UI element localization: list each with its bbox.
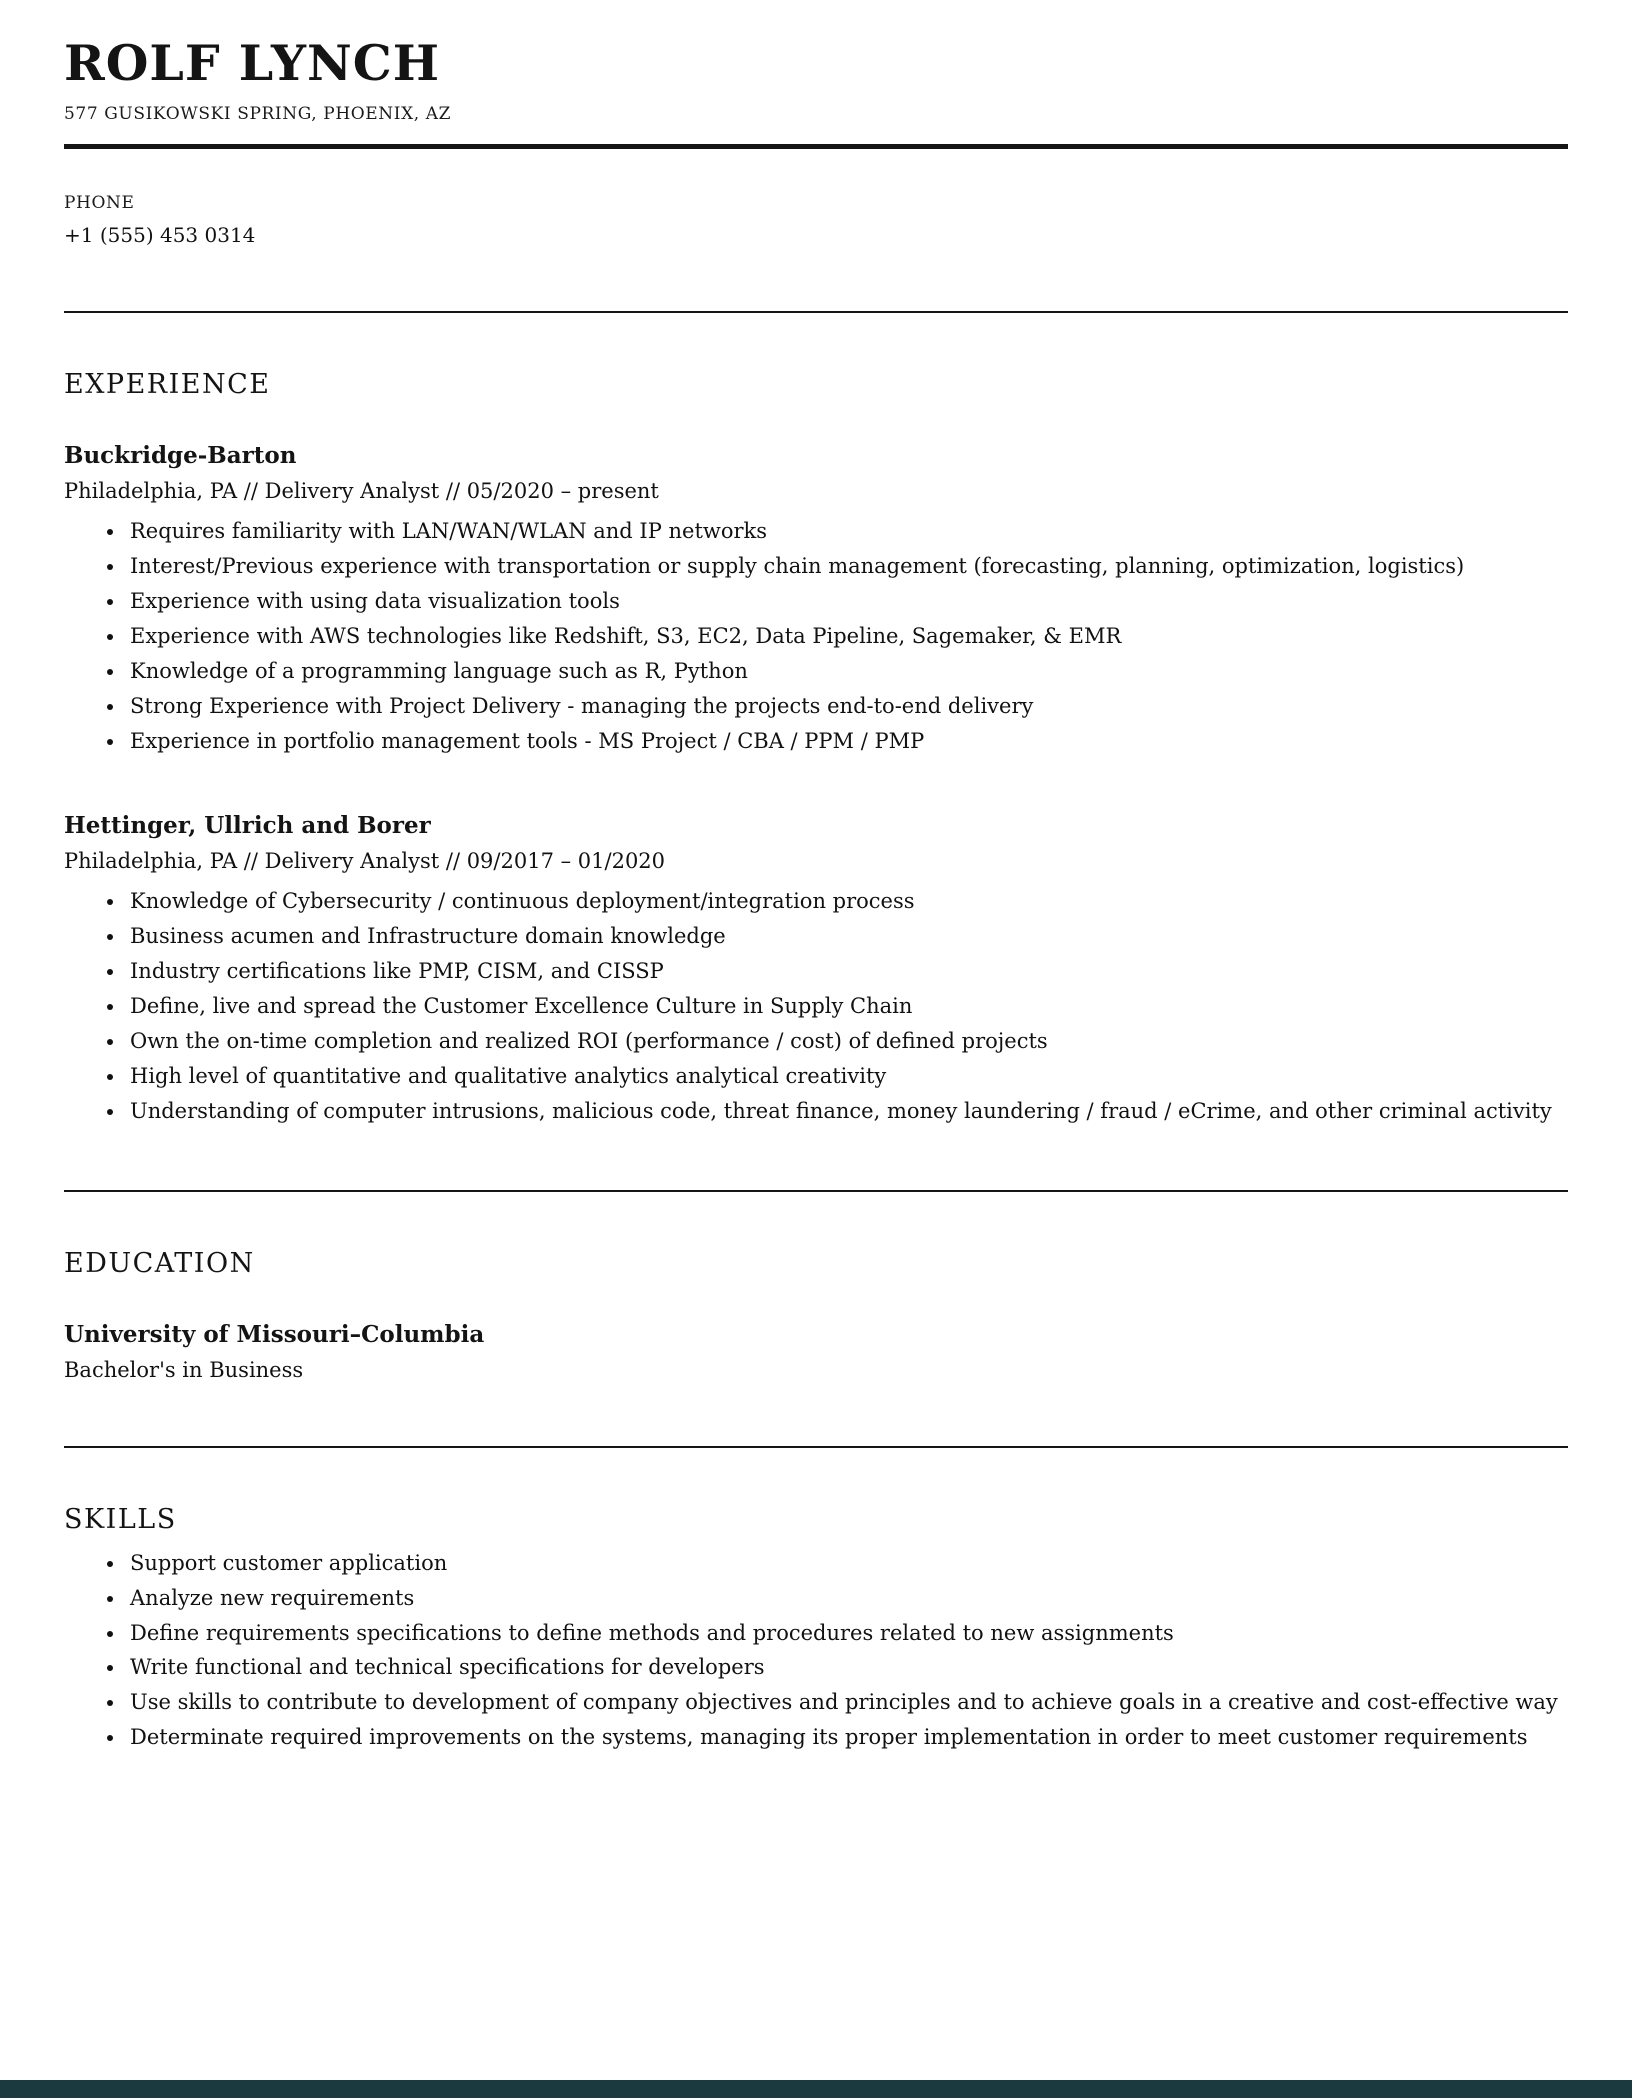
job-bullet-list: [64, 887, 1568, 1126]
skills-title: SKILLS: [64, 1503, 177, 1535]
bullet-item: • Experience in portfolio management tools - MS Project / CBA / PPM / PMP: [126, 727, 1568, 756]
education-degree: Bachelor's in Business: [64, 1357, 304, 1382]
job-company: Hettinger, Ullrich and Borer: [64, 811, 431, 839]
bullet-item: • Support customer application: [126, 1549, 1568, 1578]
bullet-item: • Requires familiarity with LAN/WAN/WLAN and IP networks: [126, 517, 1568, 546]
phone-label: PHONE: [64, 193, 135, 213]
divider-before-education: [64, 1190, 1568, 1192]
experience-title: EXPERIENCE: [64, 369, 271, 400]
bullet-item: • Use skills to contribute to development of company objectives and principles and to achieve goals in a creative and cost-effective way: [126, 1688, 1568, 1717]
education-title: EDUCATION: [64, 1247, 255, 1279]
bullet-item: • Business acumen and Infrastructure domain knowledge: [126, 922, 1568, 951]
bullet-item: • Understanding of computer intrusions, malicious code, threat finance, money laundering / fraud / eCrime, and other criminal activity: [126, 1097, 1568, 1126]
job-meta: Philadelphia, PA // Delivery Analyst // 05/2020 – present: [64, 479, 659, 503]
bullet-item: • Analyze new requirements: [126, 1584, 1568, 1613]
divider-before-experience: [64, 311, 1568, 313]
bullet-item: • Experience with AWS technologies like Redshift, S3, EC2, Data Pipeline, Sagemaker, & EMR: [126, 622, 1568, 651]
job-meta: Philadelphia, PA // Delivery Analyst // 09/2017 – 01/2020: [64, 848, 666, 873]
skills-section: [64, 1504, 1568, 1753]
bullet-item: • Write functional and technical specifications for developers: [126, 1653, 1568, 1682]
phone-value: +1 (555) 453 0314: [64, 223, 256, 247]
job-company: Buckridge-Barton: [64, 442, 297, 469]
bullet-item: • Determinate required improvements on the systems, managing its proper implementation in order to meet customer requirements: [126, 1723, 1568, 1752]
education-entry: [64, 1321, 1568, 1382]
bullet-item: • Strong Experience with Project Delivery - managing the projects end-to-end delivery: [126, 692, 1568, 721]
skills-bullet-list: [64, 1549, 1568, 1753]
bullet-item: • Interest/Previous experience with transportation or supply chain management (forecasting, planning, optimization, logistics): [126, 552, 1568, 581]
job-bullet-list: [64, 517, 1568, 756]
bullet-item: • High level of quantitative and qualitative analytics analytical creativity: [126, 1062, 1568, 1091]
candidate-name: ROLF LYNCH: [64, 34, 441, 92]
divider-before-skills: [64, 1446, 1568, 1448]
resume-header: [64, 34, 1568, 124]
education-school: University of Missouri–Columbia: [64, 1320, 485, 1348]
contact-section: [64, 193, 1568, 247]
bullet-item: • Define requirements specifications to define methods and procedures related to new assignments: [126, 1619, 1568, 1648]
candidate-address: 577 GUSIKOWSKI SPRING, PHOENIX, AZ: [64, 104, 452, 124]
education-section: [64, 1248, 1568, 1382]
bullet-item: • Industry certifications like PMP, CISM, and CISSP: [126, 957, 1568, 986]
bullet-item: • Define, live and spread the Customer Excellence Culture in Supply Chain: [126, 992, 1568, 1021]
experience-section: [64, 369, 1568, 1126]
footer-bar: [0, 2080, 1632, 2098]
header-divider: [64, 144, 1568, 149]
bullet-item: • Knowledge of Cybersecurity / continuous deployment/integration process: [126, 887, 1568, 916]
bullet-item: • Knowledge of a programming language such as R, Python: [126, 657, 1568, 686]
job-entry-2: [64, 812, 1568, 1126]
bullet-item: • Own the on-time completion and realized ROI (performance / cost) of defined projects: [126, 1027, 1568, 1056]
bullet-item: • Experience with using data visualization tools: [126, 587, 1568, 616]
job-entry-1: [64, 442, 1568, 756]
